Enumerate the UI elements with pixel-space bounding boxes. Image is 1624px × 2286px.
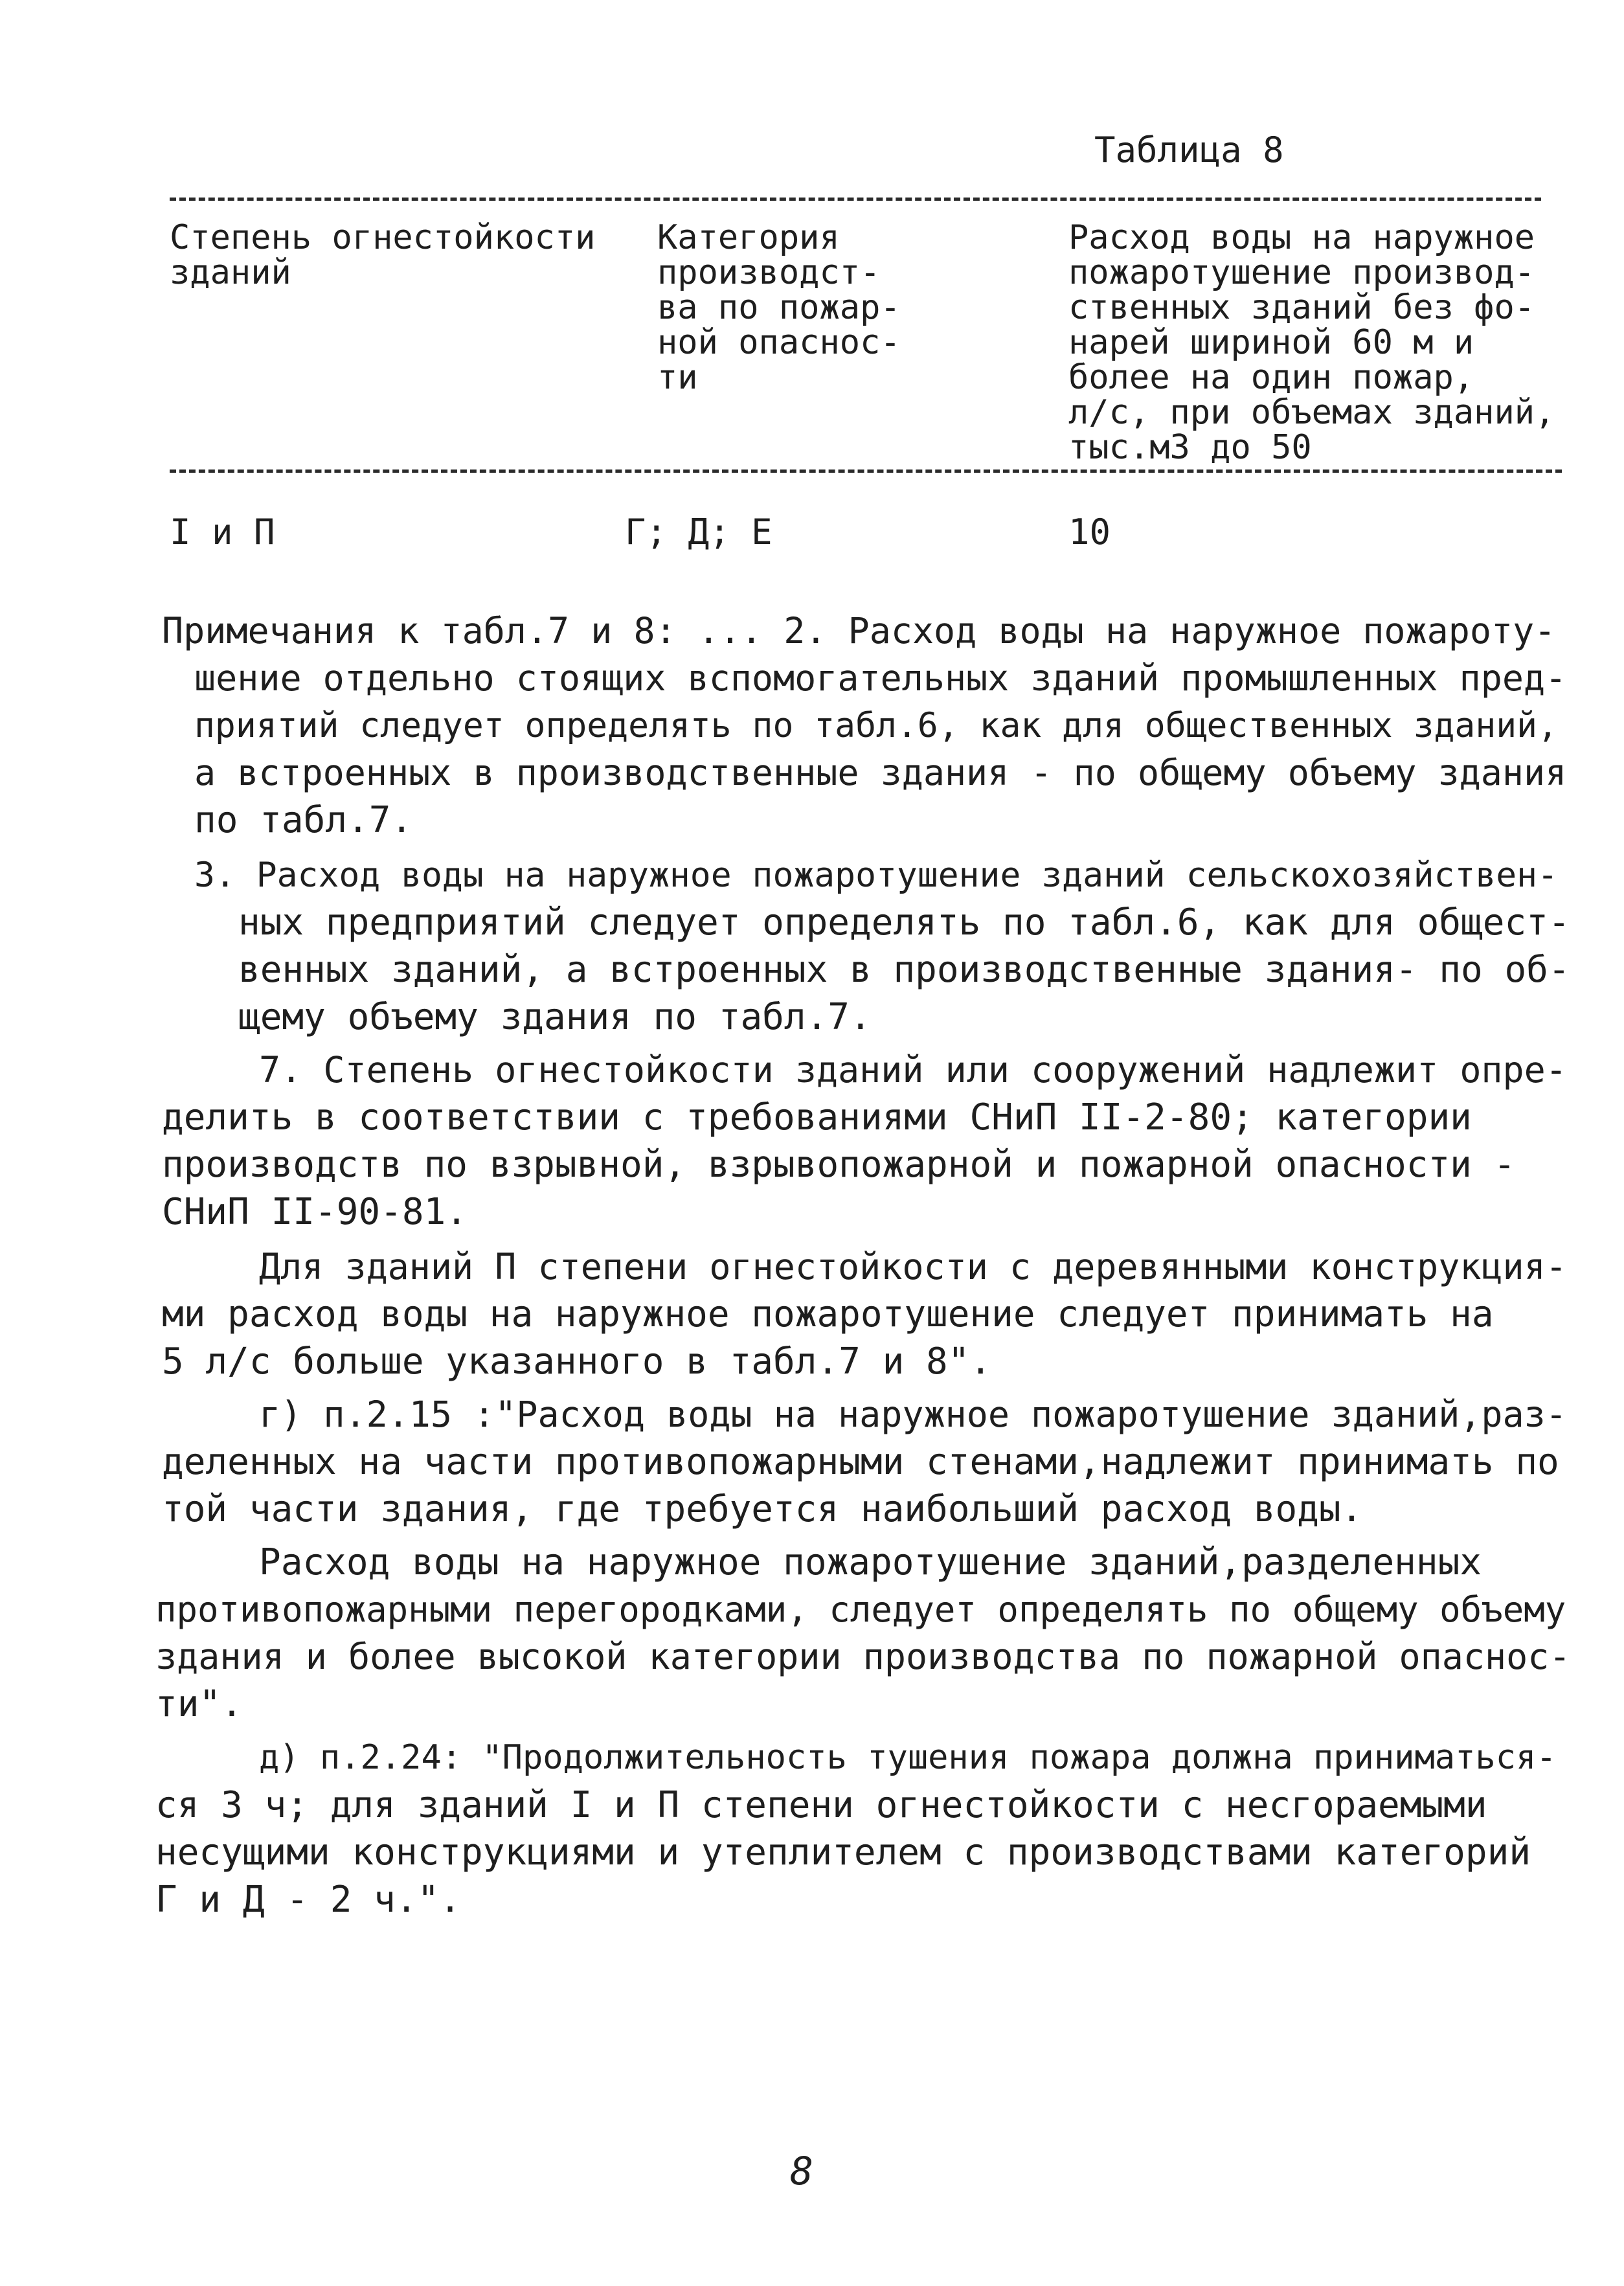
- text-line: той части здания, где требуется наибольший расход воды.: [162, 1488, 1363, 1530]
- text-line: производств по взрывной, взрывопожарной и пожарной опасности -: [162, 1144, 1516, 1186]
- text-line: противопожарными перегородками, следует определять по общему объему: [155, 1589, 1566, 1630]
- text-line: г) п.2.15 :"Расход воды на наружное пожаротушение зданий,раз-: [259, 1394, 1567, 1435]
- table-top-rule: [170, 198, 1541, 201]
- text-line: ми расход воды на наружное пожаротушение следует принимать на: [162, 1293, 1494, 1335]
- text-line: здания и более высокой категории производства по пожарной опаснос-: [155, 1636, 1571, 1677]
- text-line: Г и Д - 2 ч.".: [155, 1879, 462, 1921]
- text-line: Расход воды на наружное пожаротушение зданий,разделенных: [259, 1541, 1482, 1583]
- cell-production-category: Г; Д; Е: [625, 512, 773, 552]
- text-line: Примечания к табл.7 и 8: ... 2. Расход воды на наружное пожароту-: [162, 610, 1556, 651]
- text-line: деленных на части противопожарными стенами,надлежит принимать по: [162, 1441, 1559, 1483]
- header-fire-resistance: Степень огнестойкости зданий: [170, 218, 596, 292]
- text-line: несущими конструкциями и утеплителем с производствами категорий: [155, 1831, 1531, 1873]
- text-line: по табл.7.: [194, 799, 413, 841]
- header-water-consumption: Расход воды на наружное пожаротушение производ- ственных зданий без фо- нарей шириной 60 м и более на один пожар, л/с, при объемах зданий, тыс.м3 до 50: [1068, 218, 1555, 467]
- text-line: щему объему здания по табл.7.: [238, 996, 872, 1038]
- text-line: Для зданий П степени огнестойкости с деревянными конструкция-: [259, 1246, 1567, 1287]
- text-line: 7. Степень огнестойкости зданий или сооружений надлежит опре-: [259, 1049, 1567, 1091]
- text-line: делить в соответствии с требованиями СНиП II-2-80; категории: [162, 1096, 1472, 1138]
- text-line: 5 л/с больше указанного в табл.7 и 8".: [162, 1341, 992, 1383]
- text-line: 3. Расход воды на наружное пожаротушение зданий сельскохозяйствен-: [194, 855, 1558, 895]
- table-header-rule: [170, 470, 1562, 473]
- cell-water-consumption: 10: [1068, 512, 1111, 552]
- text-line: ся 3 ч; для зданий I и П степени огнестойкости с несгораемыми: [155, 1784, 1487, 1826]
- text-line: приятий следует определять по табл.6, как для общественных зданий,: [194, 706, 1558, 745]
- text-line: ных предприятий следует определять по табл.6, как для общест-: [238, 901, 1570, 944]
- table-caption: Таблица 8: [1094, 130, 1284, 170]
- page-number: 8: [790, 2149, 814, 2194]
- header-production-category: Категория производст- ва по пожар- ной опаснос- ти: [657, 218, 901, 397]
- text-line: СНиП II-90-81.: [162, 1191, 468, 1233]
- text-line: ти".: [155, 1683, 243, 1725]
- text-line: д) п.2.24: "Продолжительность тушения пожара должна приниматься-: [259, 1738, 1557, 1777]
- text-line: а встроенных в производственные здания - по общему объему здания: [194, 752, 1567, 793]
- cell-fire-resistance: I и П: [170, 512, 275, 552]
- text-line: шение отдельно стоящих вспомогательных зданий промышленных пред-: [194, 657, 1567, 699]
- text-line: венных зданий, а встроенных в производственные здания- по об-: [238, 949, 1570, 991]
